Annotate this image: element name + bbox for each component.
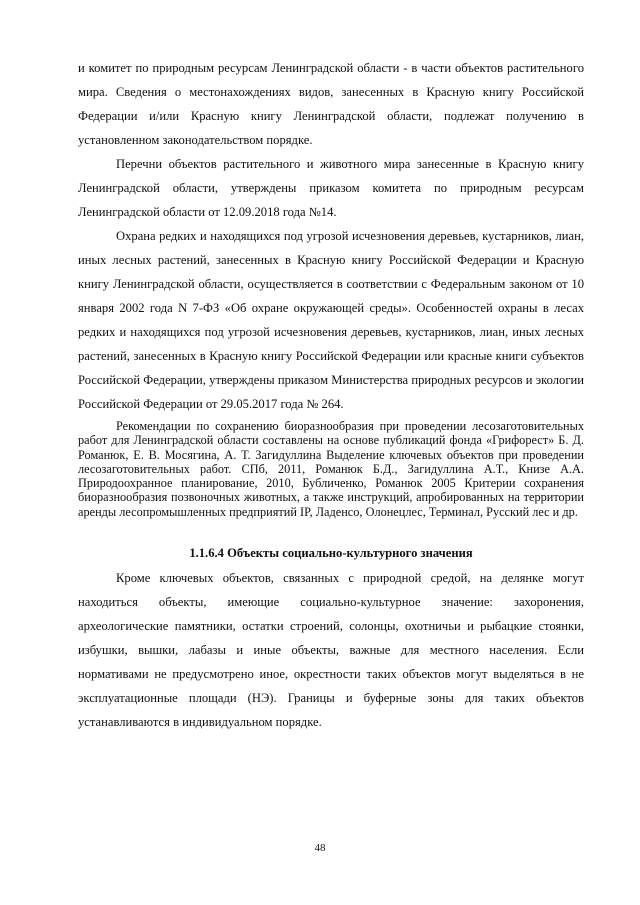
section-heading: 1.1.6.4 Объекты социально-культурного значения: [189, 546, 473, 561]
paragraph-red-book-lists: Перечни объектов растительного и животного мира занесенные в Красную книгу Ленинградской области, утверждены приказом комитета по природным ресурсам Ленинградской области от 12.09.2018 года №14.: [78, 157, 584, 219]
document-page: [78, 56, 584, 734]
page-number: 48: [314, 842, 326, 854]
paragraph-social-cultural-objects: Кроме ключевых объектов, связанных с природной средой, на делянке могут находиться объекты, имеющие социально-культурное значение: захоронения, археологические памятники, остатки строений, солонцы, охотничьи и рыбацкие стоянки, избушки, вышки, лабазы и иные объекты, важные для местного населения. Если нормативами не предусмотрено иное, окрестности таких объектов могут выделяться в не эксплуатационные площади (НЭ). Границы и буферные зоны для таких объектов устанавливаются в индивидуальном порядке.: [78, 571, 584, 730]
paragraph-continuation: и комитет по природным ресурсам Ленинградской области - в части объектов растительного мира. Сведения о местонахождениях видов, занесенных в Красную книгу Российской Федерации и/или Красную книгу Ленинградской области, подлежат получению в установленном законодательством порядке.: [78, 61, 584, 147]
paragraph-recommendations: Рекомендации по сохранению биоразнообразия при проведении лесозаготовительных работ для Ленинградской области составлены на основе публикаций фонда «Грифорест» Б. Д. Романюк, Е. В. Мосягина, А. Т. Загидуллина Выделение ключевых объектов при проведении лесозаготовительных работ. СПб, 2011, Романюк Б.Д., Загидуллина А.Т., Книзе А.А. Природоохранное планирование, 2010, Бубличенко, Романюк 2005 Критерии сохранения биоразнообразия позвоночных животных, а также инструкций, апробированных на территории аренды лесопромышленных предприятий IP, Ладенсо, Олонецлес, Терминал, Русский лес и др.: [78, 419, 584, 519]
paragraph-protection-law: Охрана редких и находящихся под угрозой исчезновения деревьев, кустарников, лиан, иных лесных растений, занесенных в Красную книгу Российской Федерации и Красную книгу Ленинградской области, осуществляется в соответствии с Федеральным законом от 10 января 2002 года N 7-ФЗ «Об охране окружающей среды». Особенностей охраны в лесах редких и находящихся под угрозой исчезновения деревьев, кустарников, лиан, иных лесных растений, занесенных в Красную книгу Российской Федерации или красные книги субъектов Российской Федерации, утверждены приказом Министерства природных ресурсов и экологии Российской Федерации от 29.05.2017 года № 264.: [78, 229, 584, 411]
